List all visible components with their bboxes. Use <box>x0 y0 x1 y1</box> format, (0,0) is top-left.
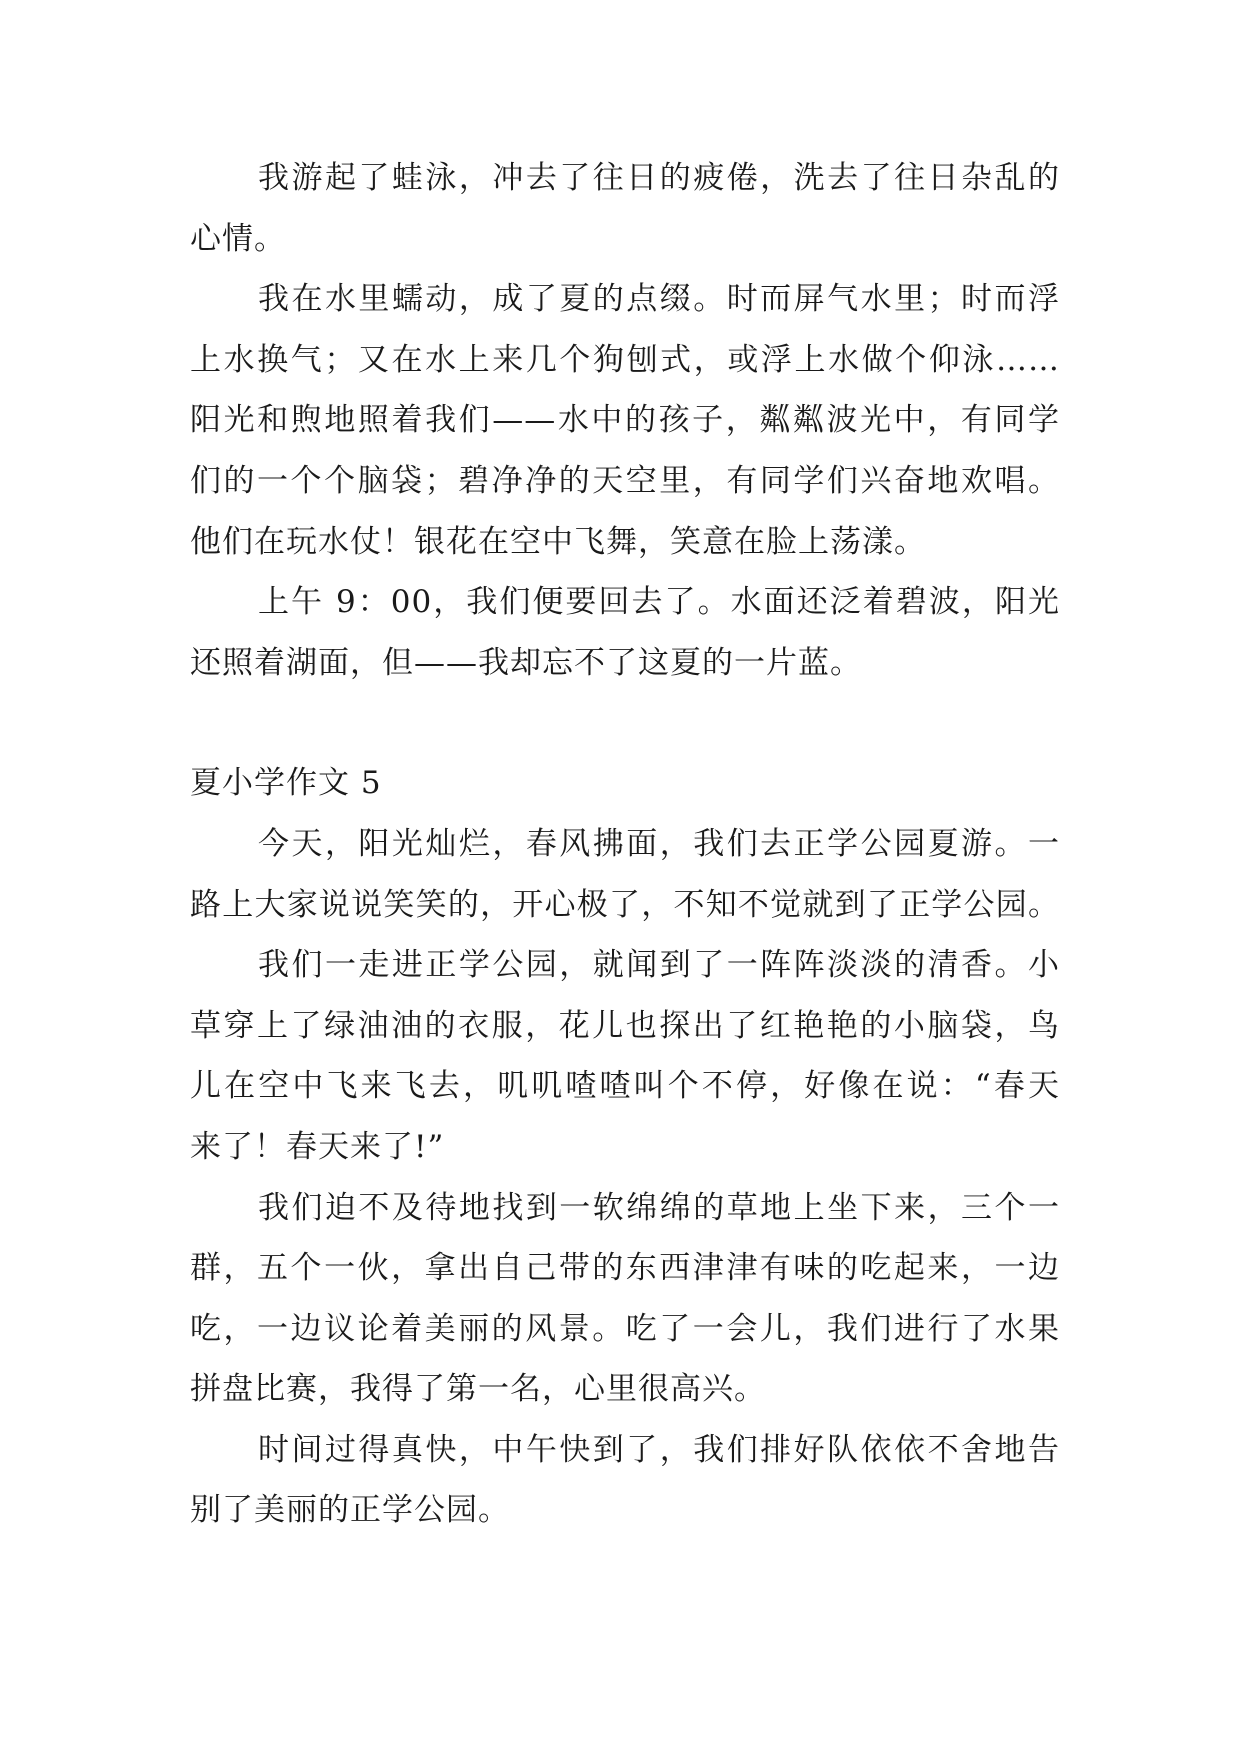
text-line: 吃，一边议论着美丽的风景。吃了一会儿，我们进行了水果 <box>190 1310 1060 1347</box>
text-line: 来了！春天来了!” <box>190 1128 445 1165</box>
text-line: 群，五个一伙，拿出自己带的东西津津有味的吃起来，一边 <box>190 1250 1060 1287</box>
paragraph <box>190 947 1060 1165</box>
paragraph <box>190 826 1060 923</box>
paragraph <box>190 1432 1060 1529</box>
text-line: 阳光和煦地照着我们——水中的孩子，粼粼波光中，有同学 <box>190 402 1060 439</box>
text-line: 拼盘比赛，我得了第一名，心里很高兴。 <box>190 1371 766 1408</box>
text-line: 我们一走进正学公园，就闻到了一阵阵淡淡的清香。小 <box>258 947 1060 984</box>
text-line: 时间过得真快，中午快到了，我们排好队依依不舍地告 <box>258 1431 1060 1468</box>
text-line: 他们在玩水仗！银花在空中飞舞，笑意在脸上荡漾。 <box>190 523 926 560</box>
text-line: 儿在空中飞来飞去，叽叽喳喳叫个不停，好像在说：“春天 <box>190 1068 1060 1105</box>
paragraph <box>190 1190 1060 1408</box>
text-line: 上午 9：00，我们便要回去了。水面还泛着碧波，阳光 <box>258 584 1060 621</box>
text-line: 别了美丽的正学公园。 <box>190 1492 510 1529</box>
section-spacer <box>190 705 1060 765</box>
text-line: 我在水里蠕动，成了夏的点缀。时而屏气水里；时而浮 <box>258 281 1060 318</box>
paragraph <box>190 281 1060 559</box>
text-line: 路上大家说说笑笑的，开心极了，不知不觉就到了正学公园。 <box>190 886 1060 923</box>
text-line: 我们迫不及待地找到一软绵绵的草地上坐下来，三个一 <box>258 1189 1060 1226</box>
text-line: 草穿上了绿油油的衣服，花儿也探出了红艳艳的小脑袋，鸟 <box>190 1007 1060 1044</box>
text-line: 心情。 <box>190 220 286 257</box>
text-line: 们的一个个脑袋；碧净净的天空里，有同学们兴奋地欢唱。 <box>190 462 1060 499</box>
paragraph <box>190 160 1060 257</box>
text-line: 我游起了蛙泳，冲去了往日的疲倦，洗去了往日杂乱的 <box>258 160 1060 196</box>
paragraph <box>190 584 1060 681</box>
text-line: 还照着湖面，但——我却忘不了这夏的一片蓝。 <box>190 644 862 681</box>
document-body <box>190 160 1060 1553</box>
text-line: 今天，阳光灿烂，春风拂面，我们去正学公园夏游。一 <box>258 825 1060 862</box>
text-line: 上水换气；又在水上来几个狗刨式，或浮上水做个仰泳…… <box>190 341 1060 378</box>
section-heading: 夏小学作文 5 <box>190 765 382 802</box>
